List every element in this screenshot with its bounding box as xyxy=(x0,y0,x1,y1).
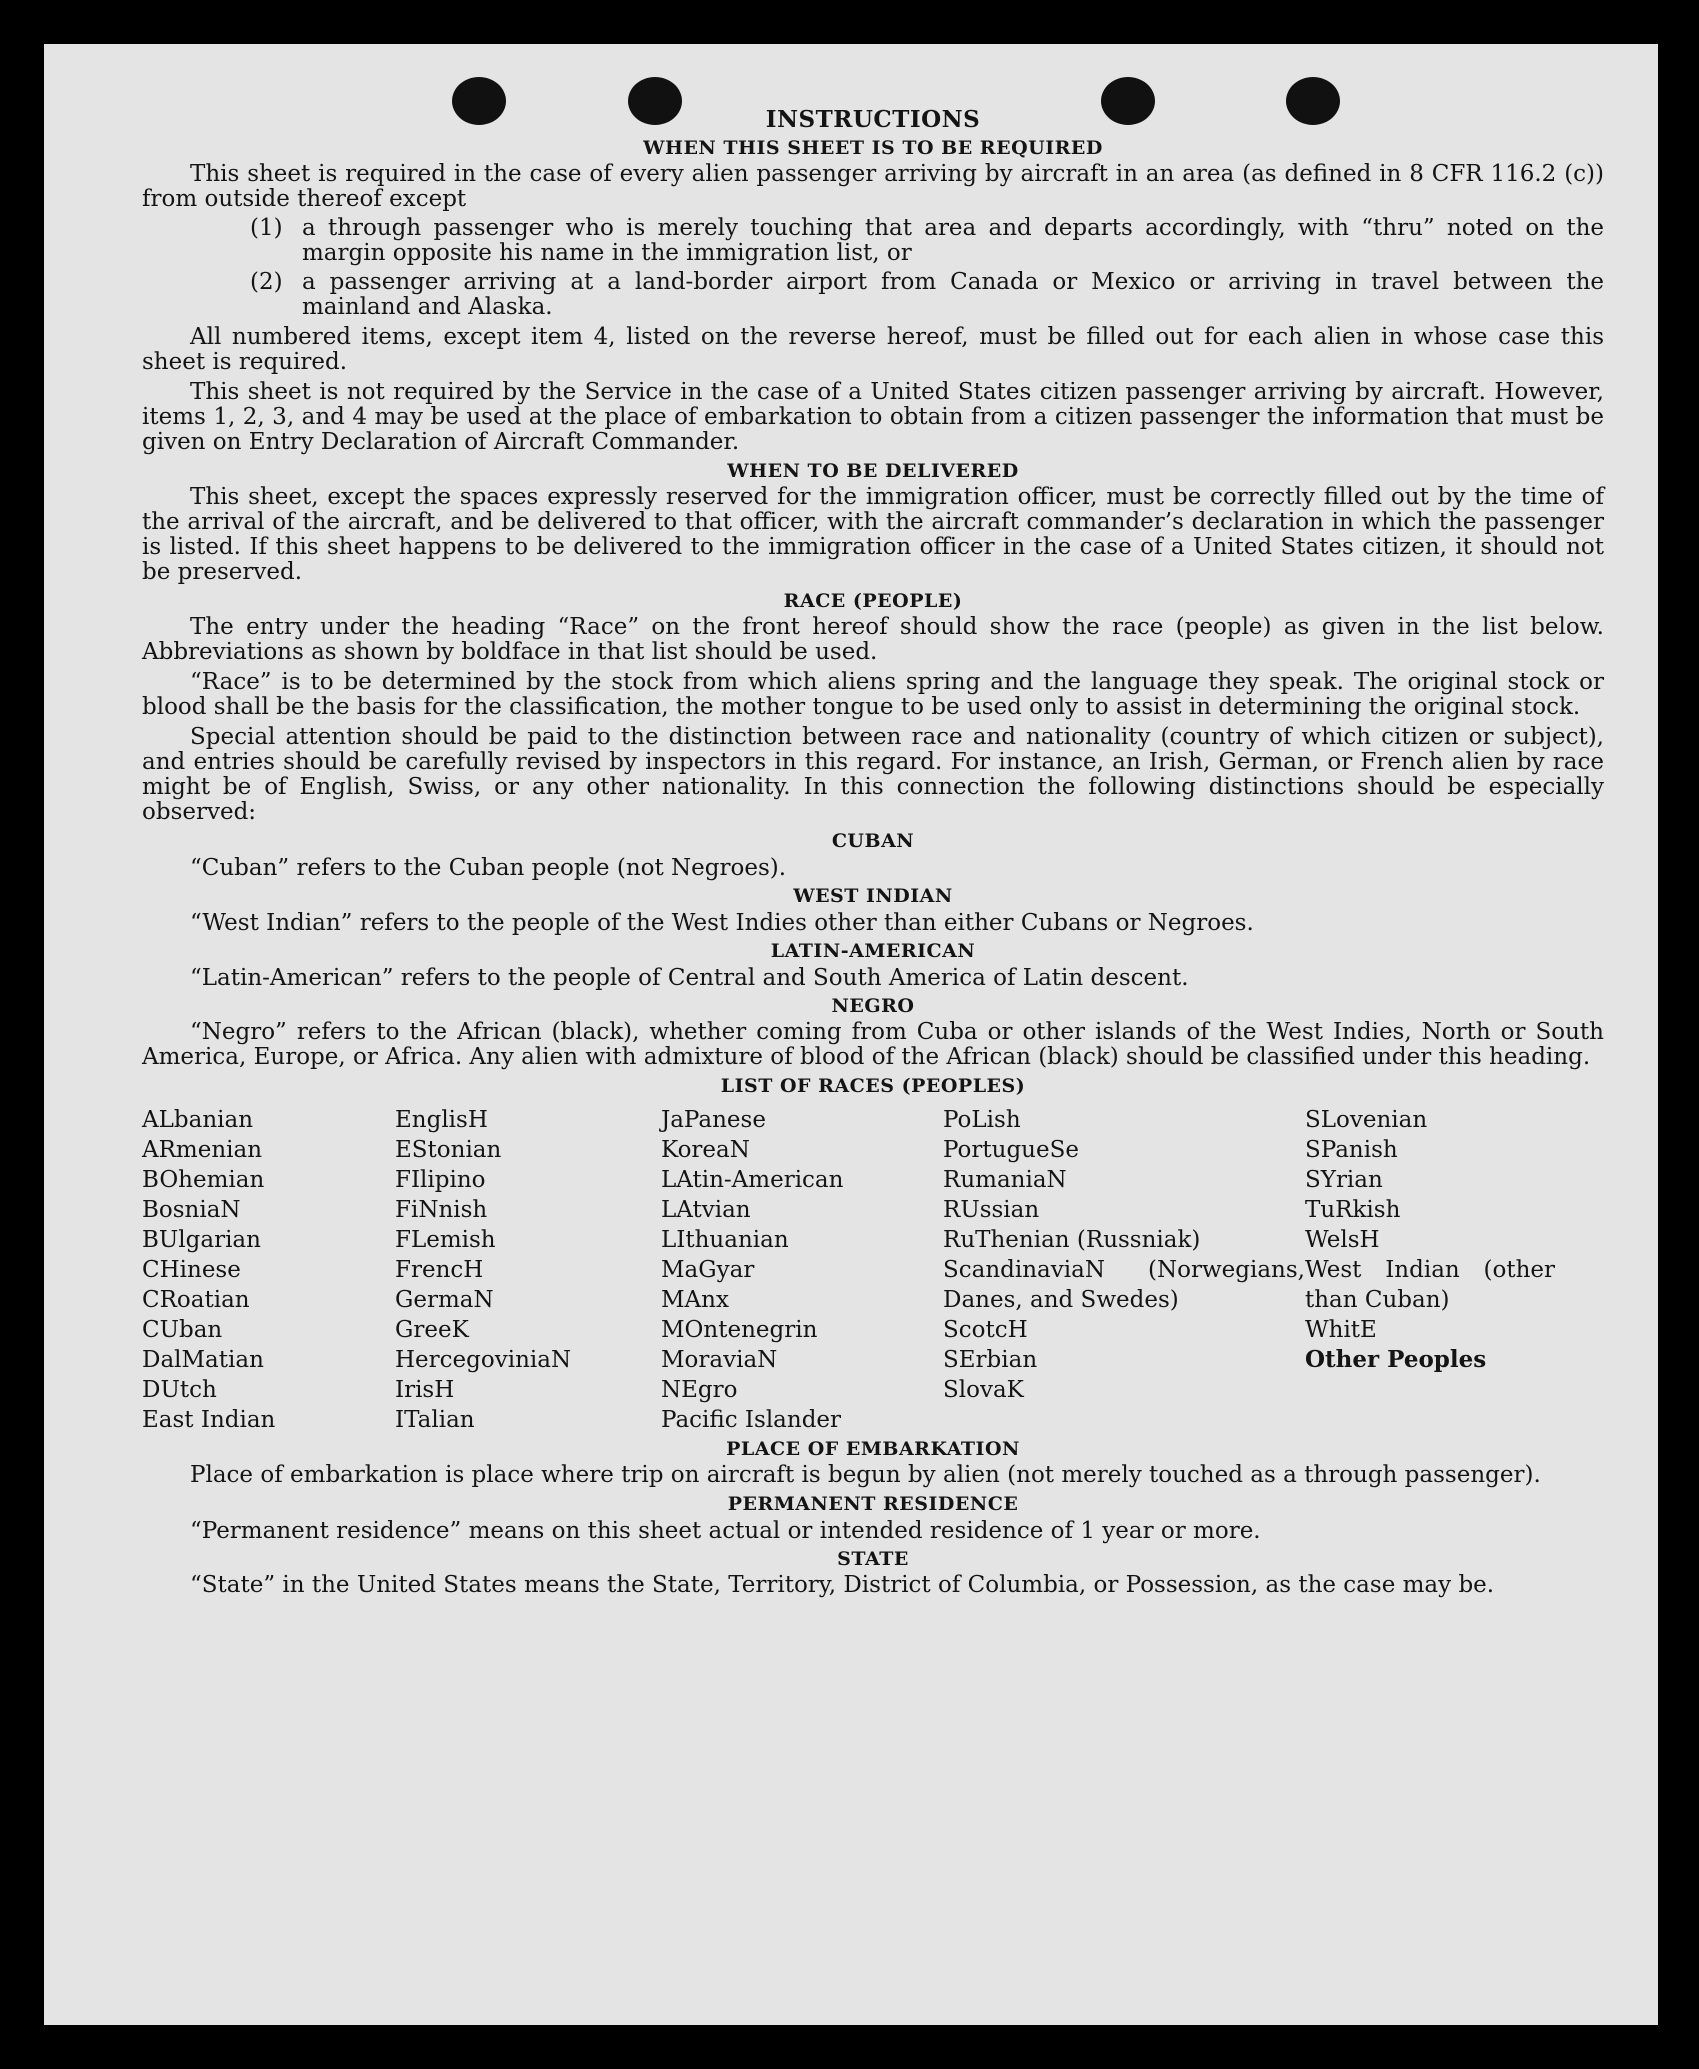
exception-item-1 xyxy=(250,216,1604,266)
race-entry: WhitE xyxy=(1305,1317,1377,1343)
race-entry: SPanish xyxy=(1305,1137,1398,1163)
paragraph-latin-american: “Latin-American” refers to the people of Central and South America of Latin descent. xyxy=(190,965,1189,991)
heading-place-of-embarkation: PLACE OF EMBARKATION xyxy=(726,1438,1020,1460)
paragraph-delivered: This sheet, except the spaces expressly reserved for the immigration officer, must be correctly filled out by the time of the arrival of the aircraft, and be delivered to that officer, with the aircraft commander’s declaration in which the passenger is listed. If this sheet happens to be delivered to the immigration officer in the case of a United States citizen, it should not be preserved. xyxy=(142,484,1604,585)
heading-when-required: WHEN THIS SHEET IS TO BE REQUIRED xyxy=(643,137,1103,159)
race-entry: CRoatian xyxy=(142,1287,250,1313)
paragraph-negro: “Negro” refers to the African (black), whether coming from Cuba or other islands of the West Indies, North or South America, Europe, or Africa. Any alien with admixture of blood of the African (black) should be classified under this heading. xyxy=(142,1019,1604,1070)
document-sheet xyxy=(44,44,1658,2025)
race-entry: Other Peoples xyxy=(1305,1346,1487,1373)
race-column-4 xyxy=(943,1105,1305,1435)
race-entry: KoreaN xyxy=(661,1137,750,1163)
exception-item-2 xyxy=(250,270,1604,320)
race-entry: SLovenian xyxy=(1305,1107,1428,1133)
paragraph-race-2: “Race” is to be determined by the stock from which aliens spring and the language they speak. The original stock or blood shall be the basis for the classification, the mother tongue to be used only to assist in determining the original stock. xyxy=(142,669,1604,720)
race-entry: GreeK xyxy=(395,1317,469,1343)
heading-cuban: CUBAN xyxy=(831,830,915,852)
race-entry: TuRkish xyxy=(1305,1197,1401,1223)
heading-negro: NEGRO xyxy=(831,995,915,1017)
race-entry: JaPanese xyxy=(661,1107,766,1133)
race-entry: ITalian xyxy=(395,1407,475,1433)
race-entry: FiNnish xyxy=(395,1197,488,1223)
race-entry: DalMatian xyxy=(142,1347,264,1373)
race-entry: FrencH xyxy=(395,1257,484,1283)
paragraph-cuban: “Cuban” refers to the Cuban people (not Negroes). xyxy=(190,855,787,881)
race-entry: BOhemian xyxy=(142,1167,265,1193)
race-entry: BUlgarian xyxy=(142,1227,261,1253)
race-column-3 xyxy=(661,1105,943,1435)
paragraph-embarkation: Place of embarkation is place where trip on aircraft is begun by alien (not merely touched as a through passenger). xyxy=(190,1462,1541,1488)
race-entry: LAtvian xyxy=(661,1197,751,1223)
exception-text: a through passenger who is merely touching that area and departs accordingly, with “thru” noted on the margin opposite his name in the immigration list, or xyxy=(302,215,1604,266)
paragraph-required-1: This sheet is required in the case of every alien passenger arriving by aircraft in an area (as defined in 8 CFR 116.2 (c)) from outside thereof except xyxy=(142,161,1604,212)
race-entry: ScandinaviaN (Norwegians, Danes, and Swedes) xyxy=(943,1257,1305,1313)
race-entry: LIthuanian xyxy=(661,1227,789,1253)
exception-text: a passenger arriving at a land-border airport from Canada or Mexico or arriving in travel between the mainland and Alaska. xyxy=(302,269,1604,320)
race-entry: GermaN xyxy=(395,1287,494,1313)
race-entry: Pacific Islander xyxy=(661,1407,842,1433)
race-entry: FLemish xyxy=(395,1227,496,1253)
race-entry: CUban xyxy=(142,1317,223,1343)
race-entry: SlovaK xyxy=(943,1377,1024,1403)
heading-west-indian: WEST INDIAN xyxy=(793,885,953,907)
race-entry: RumaniaN xyxy=(943,1167,1067,1193)
race-entry: ALbanian xyxy=(142,1107,254,1133)
race-entry: EnglisH xyxy=(395,1107,488,1133)
race-entry: NEgro xyxy=(661,1377,738,1403)
race-entry: West Indian (other than Cuban) xyxy=(1305,1257,1555,1313)
paragraph-residence: “Permanent residence” means on this sheet actual or intended residence of 1 year or more. xyxy=(190,1518,1261,1544)
heading-when-delivered: WHEN TO BE DELIVERED xyxy=(727,460,1019,482)
instructions-content xyxy=(142,106,1604,1598)
race-entry: RuThenian (Russniak) xyxy=(943,1227,1201,1253)
race-column-1 xyxy=(142,1105,395,1435)
exception-number: (1) xyxy=(250,215,283,241)
race-column-5 xyxy=(1305,1105,1555,1435)
paragraph-race-1: The entry under the heading “Race” on the front hereof should show the race (people) as given in the list below. Abbreviations as shown by boldface in that list should be used. xyxy=(142,614,1604,665)
paragraph-west-indian: “West Indian” refers to the people of the West Indies other than either Cubans or Negroes. xyxy=(190,910,1254,936)
heading-race: RACE (PEOPLE) xyxy=(783,590,963,612)
race-entry: BosniaN xyxy=(142,1197,241,1223)
race-entry: ARmenian xyxy=(142,1137,263,1163)
race-entry: HercegoviniaN xyxy=(395,1347,572,1373)
race-entry: MAnx xyxy=(661,1287,729,1313)
race-entry: East Indian xyxy=(142,1407,276,1433)
race-entry: EStonian xyxy=(395,1137,502,1163)
exception-number: (2) xyxy=(250,269,283,295)
race-entry: ScotcH xyxy=(943,1317,1028,1343)
race-entry: MoraviaN xyxy=(661,1347,778,1373)
race-entry: SErbian xyxy=(943,1347,1038,1373)
race-entry: LAtin-American xyxy=(661,1167,844,1193)
race-list xyxy=(142,1105,1604,1435)
race-entry: DUtch xyxy=(142,1377,217,1403)
paragraph-race-3: Special attention should be paid to the distinction between race and nationality (country of which citizen or subject), and entries should be carefully revised by inspectors in this regard. For instance, an Irish, German, or French alien by race might be of English, Swiss, or any other nationality. In this connection the following distinctions should be especially observed: xyxy=(142,724,1604,825)
race-entry: MaGyar xyxy=(661,1257,755,1283)
race-entry: PortugueSe xyxy=(943,1137,1079,1163)
paragraph-state: “State” in the United States means the State, Territory, District of Columbia, or Possession, as the case may be. xyxy=(190,1572,1495,1598)
race-entry: PoLish xyxy=(943,1107,1021,1133)
heading-list-of-races: LIST OF RACES (PEOPLES) xyxy=(720,1075,1026,1097)
heading-permanent-residence: PERMANENT RESIDENCE xyxy=(727,1493,1019,1515)
paragraph-required-3: This sheet is not required by the Service in the case of a United States citizen passenger arriving by aircraft. However, items 1, 2, 3, and 4 may be used at the place of embarkation to obtain from a citizen passenger the information that must be given on Entry Declaration of Aircraft Commander. xyxy=(142,379,1604,455)
race-entry: RUssian xyxy=(943,1197,1040,1223)
race-entry: WelsH xyxy=(1305,1227,1380,1253)
heading-latin-american: LATIN-AMERICAN xyxy=(770,940,976,962)
race-entry: SYrian xyxy=(1305,1167,1383,1193)
heading-state: STATE xyxy=(837,1548,909,1570)
race-column-2 xyxy=(395,1105,661,1435)
page-title: INSTRUCTIONS xyxy=(765,106,981,133)
race-entry: IrisH xyxy=(395,1377,455,1403)
race-entry: MOntenegrin xyxy=(661,1317,818,1343)
race-entry: FIlipino xyxy=(395,1167,486,1193)
race-entry: CHinese xyxy=(142,1257,241,1283)
paragraph-required-2: All numbered items, except item 4, listed on the reverse hereof, must be filled out for each alien in whose case this sheet is required. xyxy=(142,324,1604,375)
